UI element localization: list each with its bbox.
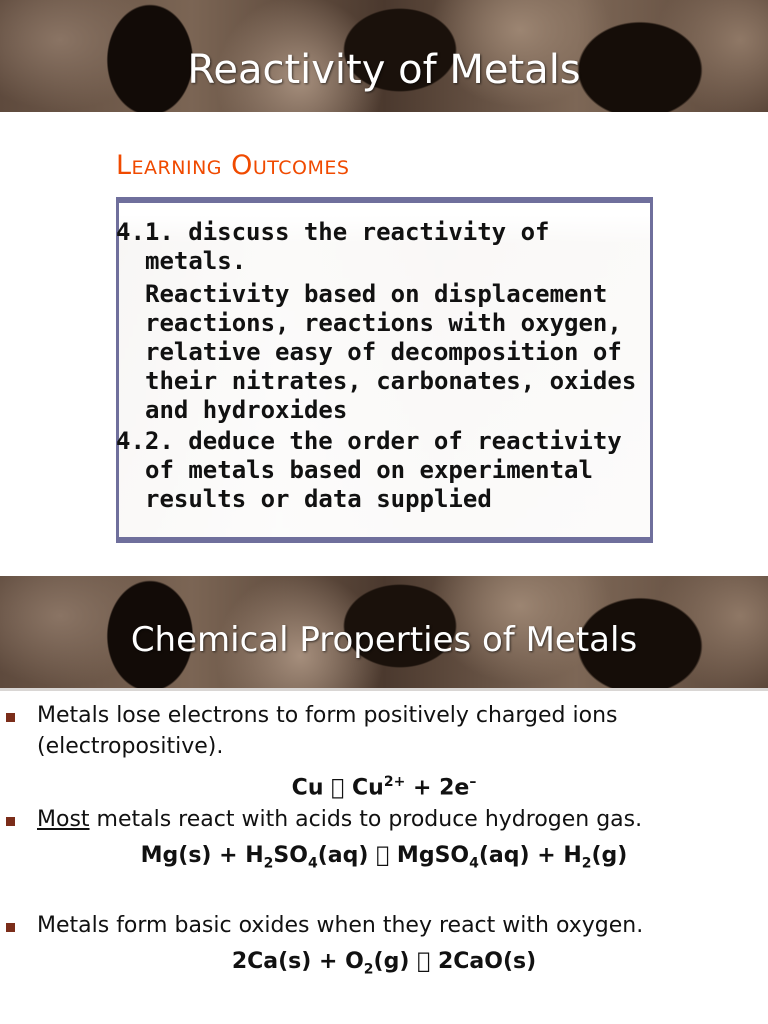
arrow-icon <box>417 949 430 974</box>
outcome-line: 4.2. deduce the order of reactivity <box>116 427 622 455</box>
equation-calcium-oxide: $2Ca(s) + O_2(g)$ 2CaO(s) <box>231 949 526 978</box>
bullet-icon <box>6 817 18 829</box>
outcome-line: results or data supplied <box>145 485 492 513</box>
arrow-icon <box>376 843 389 868</box>
bullet-icon <box>6 923 18 935</box>
outcome-line: their nitrates, carbonates, oxides <box>145 367 637 395</box>
outcome-line: of metals based on experimental <box>145 456 593 484</box>
equation-magnesium-acid: $Mg(s) + H_2SO_4(aq)$ MgSO$_4$(aq) + $H_2(g)$ <box>140 843 617 872</box>
learning-outcomes-list <box>116 218 656 514</box>
outcome-line: 4.1. discuss the reactivity of <box>116 218 550 246</box>
outcome-line: relative easy of decomposition of <box>145 338 622 366</box>
slide-title: Reactivity of Metals <box>187 47 581 93</box>
slide-title: Chemical Properties of Metals <box>130 620 638 660</box>
equation-copper-ionization: Cu $Cu^{2+} + 2e^-$ <box>291 774 466 801</box>
outcome-line: and hydroxides <box>145 396 348 424</box>
slide-chemical-properties <box>0 576 768 1024</box>
title-banner <box>0 0 768 112</box>
bullet-icon <box>6 713 18 725</box>
bullet-text: (electropositive). <box>37 734 224 759</box>
bullet-text: Most metals react with acids to produce hydrogen gas. <box>37 807 643 832</box>
outcome-line: reactions, reactions with oxygen, <box>145 309 622 337</box>
title-banner <box>0 576 768 688</box>
learning-outcomes-heading: Learning Outcomes <box>116 150 350 181</box>
divider <box>0 688 768 691</box>
outcome-line: Reactivity based on displacement <box>145 280 608 308</box>
bullet-text: Metals form basic oxides when they react with oxygen. <box>37 913 644 938</box>
arrow-icon <box>331 775 344 800</box>
outcome-line: metals. <box>145 247 247 275</box>
bullet-text: Metals lose electrons to form positively charged ions <box>37 703 618 728</box>
